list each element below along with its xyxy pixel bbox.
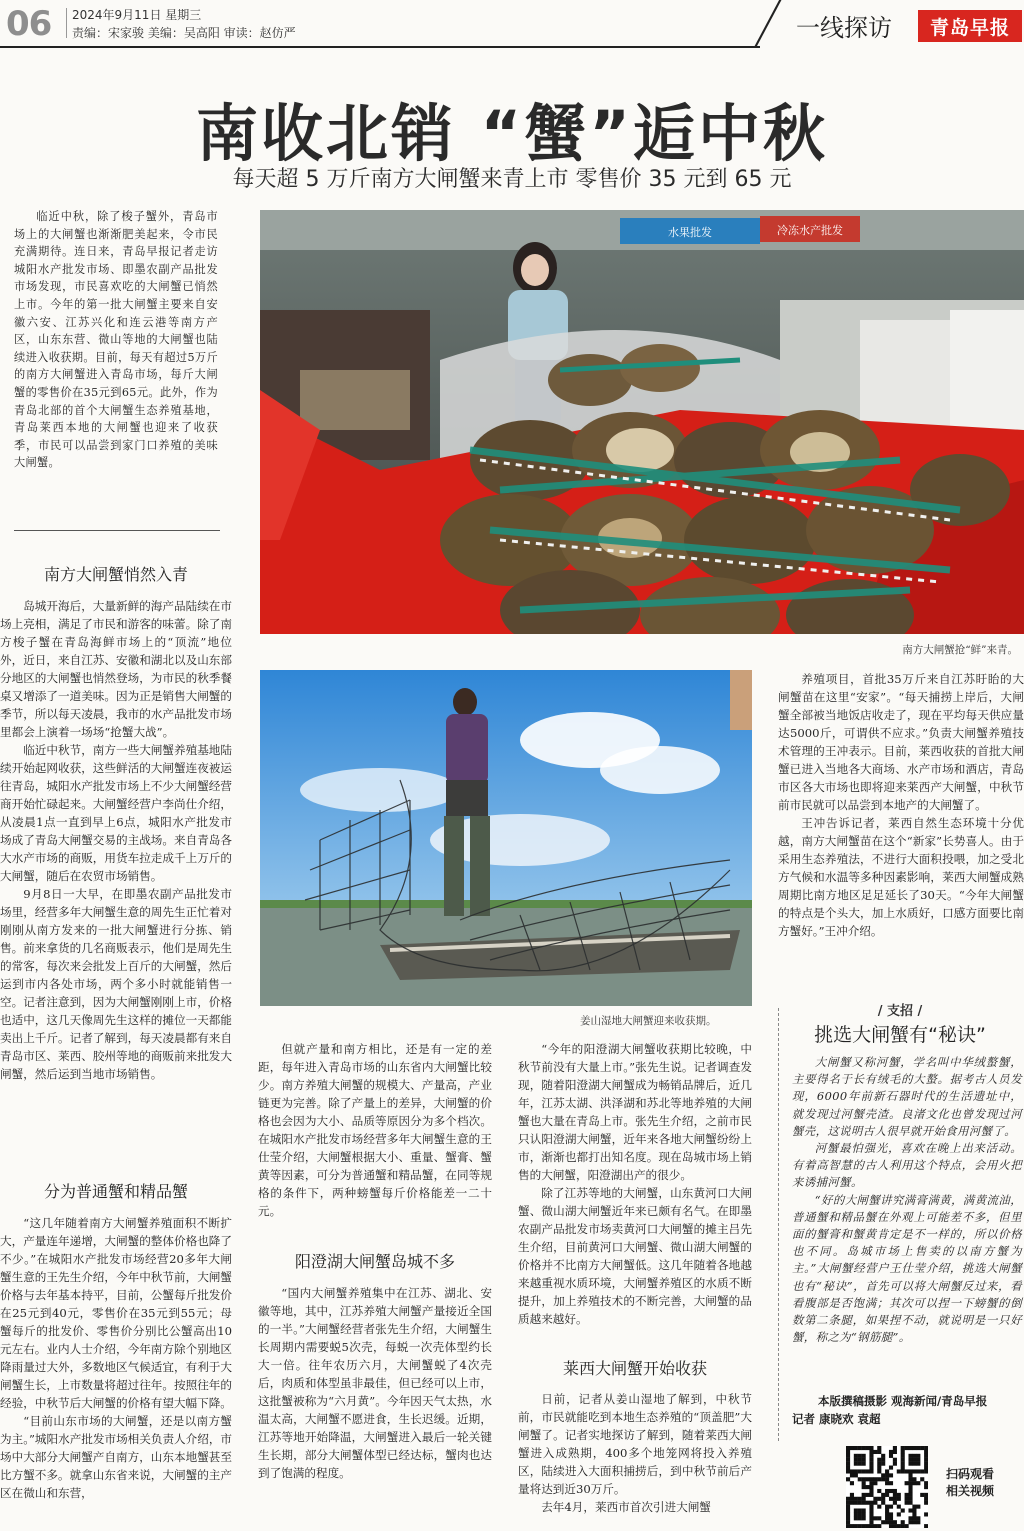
qr-module bbox=[850, 1473, 854, 1477]
qr-module bbox=[916, 1516, 920, 1520]
qr-module bbox=[858, 1524, 862, 1528]
qr-module bbox=[850, 1501, 854, 1505]
qr-module bbox=[881, 1454, 885, 1458]
lake-harvest-illustration bbox=[260, 670, 752, 1006]
qr-module bbox=[873, 1516, 877, 1520]
qr-module bbox=[893, 1493, 897, 1497]
qr-module bbox=[846, 1516, 850, 1520]
intro-rule bbox=[14, 530, 220, 531]
qr-module bbox=[862, 1516, 866, 1520]
qr-module bbox=[846, 1508, 850, 1512]
sign-right: 冷冻水产批发 bbox=[777, 224, 843, 237]
qr-module bbox=[866, 1469, 870, 1473]
sidebar-kicker: / 支招 / bbox=[877, 1004, 923, 1019]
qr-module bbox=[912, 1520, 916, 1524]
qr-module bbox=[920, 1469, 924, 1473]
qr-module bbox=[873, 1477, 877, 1481]
qr-module bbox=[916, 1505, 920, 1509]
qr-module bbox=[862, 1524, 866, 1528]
qr-module bbox=[869, 1501, 873, 1505]
qr-module bbox=[885, 1516, 889, 1520]
qr-module bbox=[912, 1462, 916, 1466]
photo-credit-line-2: 记者 康晓欢 袁超 bbox=[792, 1412, 881, 1426]
qr-module bbox=[897, 1505, 901, 1509]
qr-module bbox=[877, 1477, 881, 1481]
qr-module bbox=[901, 1446, 905, 1450]
column-name: 一线探访 bbox=[796, 14, 892, 42]
qr-module bbox=[889, 1516, 893, 1520]
qr-module bbox=[877, 1497, 881, 1501]
qr-module bbox=[862, 1481, 866, 1485]
qr-module bbox=[924, 1466, 928, 1470]
qr-module bbox=[905, 1481, 909, 1485]
qr-module bbox=[881, 1473, 885, 1477]
qr-module bbox=[850, 1493, 854, 1497]
qr-module bbox=[846, 1512, 850, 1516]
section-title-grades: 分为普通蟹和精品蟹 bbox=[43, 1182, 188, 1201]
qr-module bbox=[924, 1501, 928, 1505]
qr-module bbox=[916, 1520, 920, 1524]
column-2-text: 但就产量和南方相比，还是有一定的差距，每年进入青岛市场的山东省内大闸蟹比较少。南方养殖大闸蟹的规模大、产量高，产业链更为完善。除了产量上的差异，大闸蟹的价格也会因为大小、品质等原因分为多个档次。在城阳水产批发市场经营多年大闸蟹生意的王仕莹介绍，大闸蟹根据大小、重量、蟹膏、蟹黄等因素，可分为普通蟹和精品蟹，在同等规格的条件下，两种螃蟹每斤价格能差一二十元。 bbox=[258, 1042, 492, 1218]
qr-module bbox=[869, 1493, 873, 1497]
qr-module bbox=[916, 1469, 920, 1473]
qr-module bbox=[901, 1458, 905, 1462]
qr-module bbox=[893, 1458, 897, 1462]
qr-module bbox=[924, 1446, 928, 1450]
qr-module bbox=[862, 1477, 866, 1481]
qr-module bbox=[862, 1501, 866, 1505]
qr-module bbox=[897, 1469, 901, 1473]
qr-module bbox=[869, 1462, 873, 1466]
qr-module bbox=[924, 1454, 928, 1458]
qr-module bbox=[885, 1477, 889, 1481]
qr-module bbox=[854, 1446, 858, 1450]
market-crab-photo bbox=[260, 210, 1024, 634]
qr-module bbox=[858, 1458, 862, 1462]
qr-module bbox=[924, 1469, 928, 1473]
qr-module bbox=[916, 1458, 920, 1462]
qr-module bbox=[869, 1458, 873, 1462]
qr-module bbox=[846, 1520, 850, 1524]
qr-module bbox=[854, 1458, 858, 1462]
qr-module bbox=[920, 1446, 924, 1450]
qr-module bbox=[846, 1454, 850, 1458]
qr-module bbox=[869, 1477, 873, 1481]
qr-module bbox=[905, 1501, 909, 1505]
qr-module bbox=[908, 1462, 912, 1466]
qr-module bbox=[912, 1512, 916, 1516]
sidebar-title: 挑选大闸蟹有“秘诀” bbox=[814, 1024, 986, 1046]
qr-module bbox=[866, 1493, 870, 1497]
qr-module bbox=[889, 1497, 893, 1501]
qr-module bbox=[908, 1489, 912, 1493]
qr-module bbox=[858, 1512, 862, 1516]
sidebar-text: 大闸蟹又称河蟹，学名叫中华绒螯蟹，主要得名于长有绒毛的大螯。据考古人员发现，6000年前新石器时代的生活遗址中，就发现过河蟹壳渣。良渚文化也曾发现过河蟹壳，这说明古人很早就开始食用河蟹了。 河蟹最怕强光，喜欢在晚上出来活动。有着高智慧的古人利用这个特点，会用火把来诱捕河蟹。 “好的大闸蟹讲究满膏满黄，满黄流油，普通蟹和精品蟹在外观上可能差不多，但里面的蟹膏和蟹黄肯定是不一样的，所以价格也不同。岛城市场上售卖的以南方蟹为主。”大闸蟹经营户王仕莹介绍，挑选大闸蟹也有“秘诀”，首先可以将大闸蟹反过来，看看腹部是否饱满；其次可以捏一下螃蟹的倒数第二条腿，如果捏不动，就说明是一只好蟹，称之为“钢筋腿”。 bbox=[792, 1055, 1022, 1345]
qr-module bbox=[912, 1446, 916, 1450]
qr-module bbox=[854, 1454, 858, 1458]
qr-module bbox=[846, 1501, 850, 1505]
qr-module bbox=[924, 1493, 928, 1497]
column-1-text: 岛城开海后，大量新鲜的海产品陆续在市场上亮相，满足了市民和游客的味蕾。除了南方梭子蟹在青岛海鲜市场上的“顶流”地位外，近日，来自江苏、安徽和湖北以及山东部分地区的大闸蟹也悄然登场，为市民的秋季餐桌又增添了一道美味。因为正是销售大闸蟹的季节，所以每天凌晨，我市的水产品批发市场里都会上演着一场场“抢蟹大战”。 临近中秋节，南方一些大闸蟹养殖基地陆续开始起网收获，这些鲜活的大闸蟹连夜被运往青岛，城阳水产批发市场上不少大闸蟹经营商开始忙碌起来。大闸蟹经营户李尚仕介绍，从凌晨1点一直到早上6点，城阳水产批发市场成了青岛大闸蟹交易的主战场。来自青岛各大水产市场的商贩，用货车拉走成千上万斤的大闸蟹，随后在农贸市场销售。 9月8日一大早，在即墨农副产品批发市场里，经营多年大闸蟹生意的周先生正忙着对刚刚从南方发来的一批大闸蟹进行分拣、销售。前来拿货的几名商贩表示，他们是周先生的常客，每次来会批发上百斤的大闸蟹，然后运到市内各处市场，两个多小时就能销售一空。记者注意到，因为大闸蟹刚刚上市，价格也适中，这几天像周先生这样的摊位一天都能卖出上千斤。记者了解到，每天凌晨都有来自青岛市区、莱西、胶州等地的商贩前来批发大闸蟹，然后运到当地市场销售。 bbox=[0, 599, 232, 1081]
photo-credit-line-1: 本版撰稿摄影 观海新闻/青岛早报 bbox=[818, 1394, 988, 1408]
qr-module bbox=[924, 1481, 928, 1485]
qr-module bbox=[877, 1458, 881, 1462]
sign-left: 水果批发 bbox=[668, 226, 712, 239]
qr-module bbox=[893, 1501, 897, 1505]
subheadline: 每天超 5 万斤南方大闸蟹来青上市 零售价 35 元到 65 元 bbox=[232, 167, 792, 192]
qr-module bbox=[897, 1512, 901, 1516]
top-photo-caption: 南方大闸蟹抢“鲜”来青。 bbox=[902, 644, 1018, 656]
page-number: 06 bbox=[6, 4, 52, 44]
qr-module bbox=[862, 1512, 866, 1516]
qr-module bbox=[924, 1497, 928, 1501]
qr-module bbox=[846, 1524, 850, 1528]
qr-module bbox=[908, 1516, 912, 1520]
qr-module bbox=[869, 1446, 873, 1450]
qr-module bbox=[924, 1450, 928, 1454]
qr-module bbox=[854, 1497, 858, 1501]
newspaper-logo: 青岛早报 bbox=[918, 10, 1022, 42]
qr-module bbox=[916, 1462, 920, 1466]
qr-module bbox=[858, 1454, 862, 1458]
qr-module bbox=[908, 1458, 912, 1462]
qr-module bbox=[920, 1477, 924, 1481]
qr-module bbox=[912, 1469, 916, 1473]
lake-harvest-photo bbox=[260, 670, 752, 1006]
qr-module bbox=[901, 1524, 905, 1528]
qr-module bbox=[901, 1508, 905, 1512]
qr-module bbox=[908, 1485, 912, 1489]
qr-module bbox=[869, 1508, 873, 1512]
qr-module bbox=[916, 1454, 920, 1458]
qr-module bbox=[881, 1501, 885, 1505]
qr-module bbox=[908, 1508, 912, 1512]
qr-module bbox=[846, 1450, 850, 1454]
qr-module bbox=[905, 1469, 909, 1473]
qr-code[interactable] bbox=[846, 1446, 928, 1528]
section-title-south-crabs: 南方大闸蟹悄然入青 bbox=[43, 565, 188, 584]
qr-module bbox=[850, 1524, 854, 1528]
qr-module bbox=[877, 1516, 881, 1520]
qr-module bbox=[905, 1497, 909, 1501]
qr-module bbox=[877, 1505, 881, 1509]
qr-module bbox=[846, 1446, 850, 1450]
qr-module bbox=[877, 1450, 881, 1454]
qr-module bbox=[912, 1477, 916, 1481]
issue-date: 2024年9月11日 星期三 bbox=[72, 8, 202, 22]
qr-module bbox=[881, 1462, 885, 1466]
qr-module bbox=[897, 1493, 901, 1497]
qr-module bbox=[862, 1458, 866, 1462]
qr-instruction: 扫码观看 相关视频 bbox=[946, 1467, 995, 1498]
qr-module bbox=[924, 1524, 928, 1528]
qr-module bbox=[905, 1446, 909, 1450]
qr-module bbox=[916, 1481, 920, 1485]
qr-module bbox=[912, 1516, 916, 1520]
qr-module bbox=[901, 1450, 905, 1454]
qr-module bbox=[854, 1462, 858, 1466]
qr-module bbox=[924, 1512, 928, 1516]
qr-module bbox=[854, 1501, 858, 1505]
qr-module bbox=[885, 1493, 889, 1497]
qr-module bbox=[893, 1524, 897, 1528]
qr-module bbox=[877, 1462, 881, 1466]
qr-module bbox=[873, 1481, 877, 1485]
qr-module bbox=[908, 1454, 912, 1458]
qr-module bbox=[893, 1489, 897, 1493]
qr-module bbox=[889, 1466, 893, 1470]
qr-module bbox=[850, 1481, 854, 1485]
qr-module bbox=[924, 1458, 928, 1462]
qr-module bbox=[854, 1512, 858, 1516]
qr-module bbox=[869, 1505, 873, 1509]
qr-module bbox=[846, 1458, 850, 1462]
qr-module bbox=[893, 1497, 897, 1501]
qr-module bbox=[893, 1446, 897, 1450]
qr-module bbox=[889, 1505, 893, 1509]
qr-module bbox=[912, 1481, 916, 1485]
column-3-text: “今年的阳澄湖大闸蟹收获期比较晚，中秋节前没有大量上市。”张先生说。记者调查发现，随着阳澄湖大闸蟹成为畅销品牌后，近几年，江苏太湖、洪泽湖和苏北等地养殖的大闸蟹也大量在青岛上市。张先生介绍，之前市民只认阳澄湖大闸蟹，近年来各地大闸蟹纷纷上市，渐渐也都打出知名度。现在岛城市场上销售的大闸蟹，阳澄湖出产的很少。 除了江苏等地的大闸蟹，山东黄河口大闸蟹、微山湖大闸蟹近年来已颇有名气。在即墨农副产品批发市场卖黄河口大闸蟹的摊主吕先生介绍，目前黄河口大闸蟹、微山湖大闸蟹的价格并不比南方大闸蟹低。这几年随着各地越来越重视水质环境，大闸蟹养殖区的水质不断提升，加上养殖技术的不断完善，大闸蟹的品质越来越好。 bbox=[518, 1042, 752, 1326]
qr-module bbox=[893, 1520, 897, 1524]
qr-module bbox=[869, 1485, 873, 1489]
qr-module bbox=[908, 1469, 912, 1473]
qr-module bbox=[862, 1446, 866, 1450]
qr-module bbox=[869, 1489, 873, 1493]
qr-module bbox=[877, 1466, 881, 1470]
header-rule bbox=[0, 46, 760, 48]
qr-module bbox=[846, 1497, 850, 1501]
lake-photo-caption: 姜山湿地大闸蟹迎来收获期。 bbox=[580, 1015, 717, 1027]
qr-module bbox=[897, 1497, 901, 1501]
header-divider bbox=[66, 8, 67, 38]
qr-module bbox=[858, 1469, 862, 1473]
qr-module bbox=[873, 1524, 877, 1528]
qr-module bbox=[869, 1524, 873, 1528]
qr-module bbox=[881, 1477, 885, 1481]
qr-module bbox=[850, 1446, 854, 1450]
qr-module bbox=[885, 1489, 889, 1493]
qr-module bbox=[881, 1520, 885, 1524]
qr-module bbox=[858, 1497, 862, 1501]
qr-module bbox=[889, 1512, 893, 1516]
qr-module bbox=[877, 1524, 881, 1528]
qr-module bbox=[846, 1477, 850, 1481]
qr-module bbox=[869, 1466, 873, 1470]
qr-module bbox=[916, 1446, 920, 1450]
qr-module bbox=[869, 1454, 873, 1458]
qr-module bbox=[873, 1450, 877, 1454]
qr-module bbox=[866, 1524, 870, 1528]
qr-module bbox=[854, 1469, 858, 1473]
header-slash bbox=[752, 0, 786, 48]
qr-module bbox=[854, 1508, 858, 1512]
qr-module bbox=[901, 1466, 905, 1470]
column-3-text-b: 日前，记者从姜山湿地了解到，中秋节前，市民就能吃到本地生态养殖的“顶盖肥”大闸蟹了。记者实地探访了解到，随着莱西大闸蟹进入成熟期，400多个地笼网将投入养殖区，陆续进入大面积捕捞后，到中秋节前后产量将达到近30万斤。 去年4月，莱西市首次引进大闸蟹 bbox=[518, 1392, 752, 1514]
qr-module bbox=[889, 1473, 893, 1477]
qr-module bbox=[862, 1469, 866, 1473]
qr-module bbox=[869, 1469, 873, 1473]
qr-module bbox=[881, 1493, 885, 1497]
qr-module bbox=[850, 1497, 854, 1501]
qr-module bbox=[905, 1524, 909, 1528]
qr-module bbox=[908, 1481, 912, 1485]
editor-credits: 责编：宋家骏 美编：吴高阳 审读：赵仿严 bbox=[72, 26, 296, 40]
qr-module bbox=[862, 1454, 866, 1458]
qr-module bbox=[858, 1462, 862, 1466]
qr-module bbox=[889, 1450, 893, 1454]
qr-module bbox=[858, 1446, 862, 1450]
qr-module bbox=[912, 1508, 916, 1512]
qr-module bbox=[854, 1524, 858, 1528]
qr-module bbox=[885, 1473, 889, 1477]
headline: 南收北销 “蟹”逅中秋 bbox=[195, 97, 829, 170]
qr-module bbox=[901, 1462, 905, 1466]
market-crab-illustration bbox=[260, 210, 1024, 634]
qr-code-graphic bbox=[846, 1446, 928, 1528]
qr-module bbox=[877, 1446, 881, 1450]
qr-module bbox=[846, 1505, 850, 1509]
qr-module bbox=[846, 1462, 850, 1466]
section-title-yangcheng: 阳澄湖大闸蟹岛城不多 bbox=[294, 1252, 455, 1271]
qr-module bbox=[862, 1508, 866, 1512]
qr-module bbox=[908, 1497, 912, 1501]
qr-module bbox=[885, 1508, 889, 1512]
qr-module bbox=[862, 1493, 866, 1497]
qr-module bbox=[866, 1446, 870, 1450]
column-2-text-b: “国内大闸蟹养殖集中在江苏、湖北、安徽等地，其中，江苏养殖大闸蟹产量接近全国的一半。”大闸蟹经营者张先生介绍，大闸蟹生长周期内需要蜕5次壳，每蜕一次壳体型约长大一倍。往年农历六月，大闸蟹蜕了4次壳后，肉质和体型虽非最佳，但已经可以上市，这批蟹被称为“六月黄”。今年因天气太热，水温太高，大闸蟹不愿进食，生长迟缓。近期，江苏等地开始降温，大闸蟹进入最后一轮关键生长期，部分大闸蟹体型已经达标，蟹肉也达到了饱满的程度。 bbox=[258, 1286, 492, 1480]
qr-module bbox=[869, 1516, 873, 1520]
section-title-laixi: 莱西大闸蟹开始收获 bbox=[562, 1359, 707, 1378]
qr-module bbox=[869, 1512, 873, 1516]
qr-module bbox=[881, 1458, 885, 1462]
qr-module bbox=[862, 1497, 866, 1501]
qr-module bbox=[854, 1473, 858, 1477]
qr-module bbox=[912, 1458, 916, 1462]
qr-module bbox=[846, 1469, 850, 1473]
qr-module bbox=[869, 1450, 873, 1454]
qr-module bbox=[908, 1446, 912, 1450]
qr-module bbox=[908, 1493, 912, 1497]
qr-module bbox=[908, 1477, 912, 1481]
qr-module bbox=[862, 1462, 866, 1466]
qr-module bbox=[877, 1469, 881, 1473]
qr-module bbox=[858, 1501, 862, 1505]
qr-module bbox=[905, 1493, 909, 1497]
qr-module bbox=[869, 1481, 873, 1485]
qr-module bbox=[908, 1520, 912, 1524]
qr-module bbox=[885, 1512, 889, 1516]
qr-module bbox=[885, 1520, 889, 1524]
qr-module bbox=[854, 1516, 858, 1520]
column-4-text: 养殖项目，首批35万斤来自江苏盱眙的大闸蟹苗在这里“安家”。“每天捕捞上岸后，大闸蟹全部被当地饭店收走了，现在平均每天供应量达5000斤，可谓供不应求。”负责大闸蟹养殖技术管理的王冲表示。目前，莱西收获的首批大闸蟹已进入当地各大商场、水产市场和酒店，青岛市区各大市场也即将迎来莱西产大闸蟹，中秋节前市民就可以品尝到本地产的大闸蟹了。 王冲告诉记者，莱西自然生态环境十分优越，南方大闸蟹苗在这个“新家”长势喜人。由于采用生态养殖法，不进行大面积投喂，加之受北方气候和水温等多种因素影响，莱西大闸蟹成熟周期比南方地区足足延长了30天。“今年大闸蟹的特点是个头大，加上水质好，口感方面要比南方蟹好。”王冲介绍。 bbox=[778, 672, 1024, 938]
qr-module bbox=[889, 1489, 893, 1493]
qr-module bbox=[885, 1505, 889, 1509]
qr-module bbox=[889, 1481, 893, 1485]
qr-module bbox=[881, 1497, 885, 1501]
qr-module bbox=[866, 1501, 870, 1505]
qr-module bbox=[901, 1520, 905, 1524]
qr-module bbox=[858, 1508, 862, 1512]
qr-module bbox=[889, 1454, 893, 1458]
qr-module bbox=[850, 1469, 854, 1473]
qr-module bbox=[893, 1450, 897, 1454]
qr-module bbox=[885, 1481, 889, 1485]
qr-module bbox=[858, 1477, 862, 1481]
qr-module bbox=[908, 1501, 912, 1505]
qr-module bbox=[885, 1469, 889, 1473]
column-1-text-b: “这几年随着南方大闸蟹养殖面积不断扩大，产量连年递增，大闸蟹的整体价格也降了不少。”在城阳水产批发市场经营20多年大闸蟹生意的王先生介绍，今年中秋节前，大闸蟹价格与去年基本持平，目前，公蟹每斤批发价在25元到40元，零售价在35元到55元；母蟹每斤的批发价、零售价分别比公蟹高出10元左右。业内人士介绍，今年南方除个别地区降雨量过大外，多数地区气候适宜，有利于大闸蟹生长，上市数量将超过往年。按照往年的经验，中秋节后大闸蟹的价格有望大幅下降。 “目前山东市场的大闸蟹，还是以南方蟹为主。”城阳水产批发市场相关负责人介绍，市场中大部分大闸蟹产自南方，山东本地蟹甚至比方蟹不多。就拿山东省来说，大闸蟹的主产区在微山和东营， bbox=[0, 1216, 233, 1500]
qr-module bbox=[873, 1497, 877, 1501]
qr-module bbox=[873, 1501, 877, 1505]
qr-module bbox=[912, 1505, 916, 1509]
qr-module bbox=[858, 1516, 862, 1520]
qr-module bbox=[901, 1469, 905, 1473]
qr-module bbox=[846, 1466, 850, 1470]
qr-module bbox=[920, 1493, 924, 1497]
qr-module bbox=[869, 1520, 873, 1524]
qr-module bbox=[908, 1473, 912, 1477]
qr-module bbox=[924, 1462, 928, 1466]
qr-module bbox=[901, 1454, 905, 1458]
qr-module bbox=[877, 1489, 881, 1493]
qr-module bbox=[912, 1454, 916, 1458]
qr-module bbox=[866, 1477, 870, 1481]
qr-module bbox=[889, 1520, 893, 1524]
qr-module bbox=[866, 1485, 870, 1489]
intro-paragraph: 临近中秋，除了梭子蟹外，青岛市场上的大闸蟹也渐渐肥美起来，令市民充满期待。连日来，青岛早报记者走访城阳水产批发市场、即墨农副产品批发市场发现，市民喜欢吃的大闸蟹已悄然上市。今年的第一批大闸蟹主要来自安徽六安、江苏兴化和连云港等南方产区，山东东营、微山等地的大闸蟹也陆续进入收获期。目前，每天有超过5万斤的南方大闸蟹进入青岛市场，每斤大闸蟹的零售价在35元到65元。此外，作为青岛北部的首个大闸蟹生态养殖基地，青岛莱西本地的大闸蟹也迎来了收获季，市民可以品尝到家门口养殖的美味大闸蟹。 bbox=[14, 210, 218, 470]
qr-module bbox=[893, 1462, 897, 1466]
qr-module bbox=[924, 1485, 928, 1489]
qr-module bbox=[862, 1485, 866, 1489]
qr-module bbox=[889, 1524, 893, 1528]
qr-module bbox=[897, 1524, 901, 1528]
